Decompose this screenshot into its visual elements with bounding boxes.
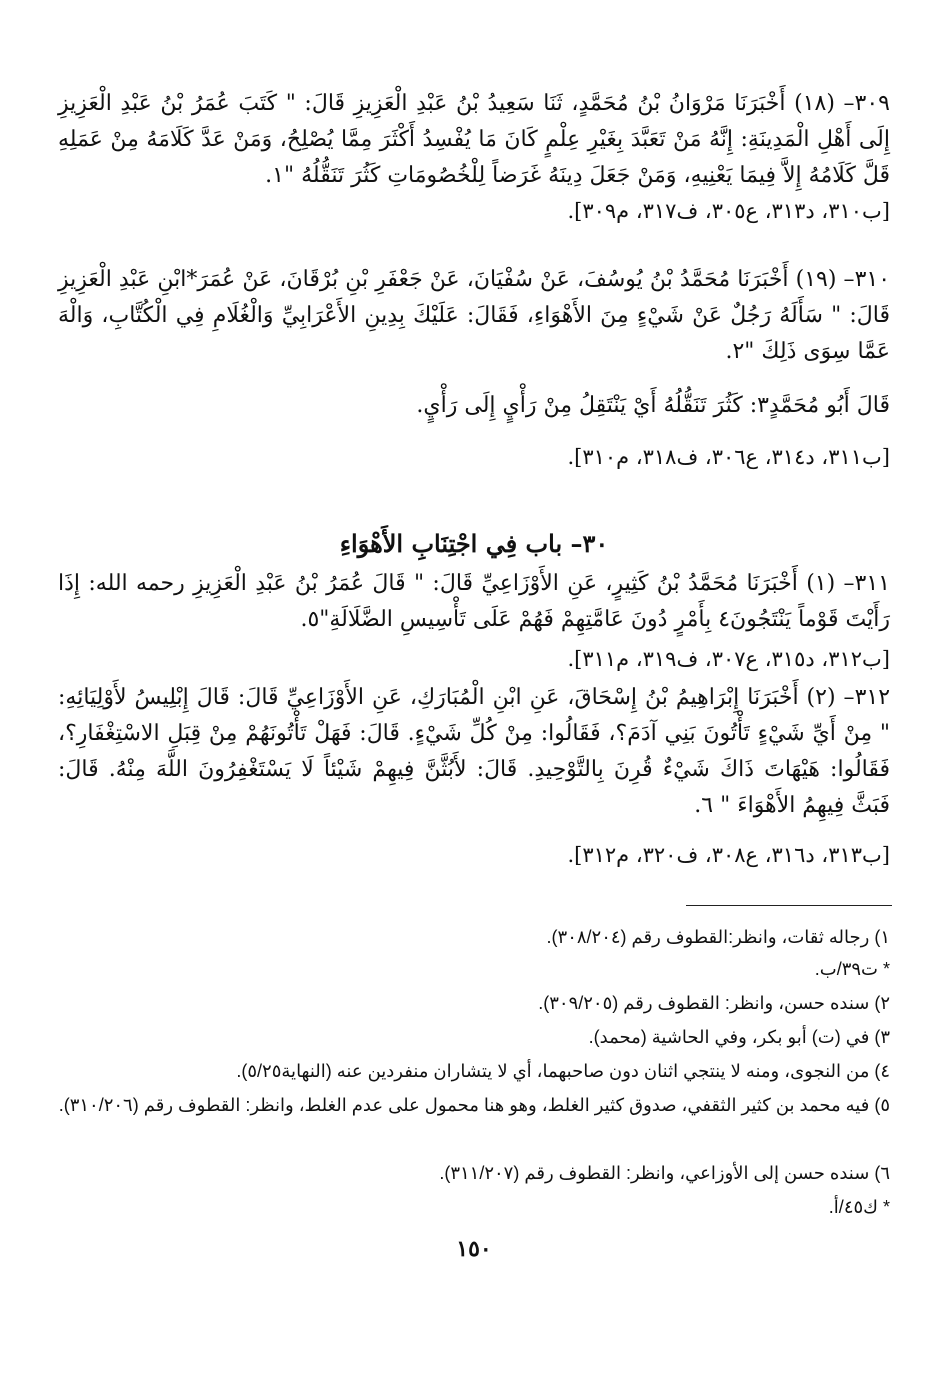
footnote-5: ٥) فيه محمد بن كثير الثقفي، صدوق كثير الغلط، وهو هنا محمول على عدم الغلط، وانظر: القطوف رقم (٣١٠/٢٠٦). bbox=[58, 1095, 890, 1115]
hadith-309-text: ٣٠٩– (١٨) أَخْبَرَنَا مَرْوَانُ بْنُ مُحَمَّدٍ، ثَنَا سَعِيدُ بْنُ عَبْدِ الْعَزِيزِ قَالَ: " كَتَبَ عُمَرُ بْنُ عَبْدِ الْعَزِيزِ إِلَى أَهْلِ الْمَدِينَةِ: إِنَّهُ مَنْ تَعَبَّدَ بِغَيْرِ عِلْمٍ كَانَ مَا يُفْسِدُ أَكْثَرَ مِمَّا يُصْلِحُ، وَمَنْ عَدَّ كَلَامَهُ مِنْ عَمَلِهِ قَلَّ كَلَامُهُ إِلاَّ فِيمَا يَعْنِيهِ، وَمَنْ جَعَلَ دِينَهُ غَرَضاً لِلْخُصُومَاتِ كَثُرَ تَنَقُّلُهُ "١. bbox=[58, 91, 890, 188]
footnote-2: ٢) سنده حسن، وانظر: القطوف رقم (٣٠٩/٢٠٥). bbox=[538, 993, 890, 1013]
hadith-312-references: [ب٣١٣، د٣١٦، ع٣٠٨، ف٣٢٠، م٣١٢]. bbox=[567, 843, 890, 867]
page-number: ١٥٠ bbox=[456, 1236, 492, 1261]
hadith-312-text: ٣١٢– (٢) أَخْبَرَنَا إِبْرَاهِيمُ بْنُ إِسْحَاقَ، عَنِ ابْنِ الْمُبَارَكِ، عَنِ الأَوْزَاعِيِّ قَالَ: قَالَ إِبْلِيسُ لأَوْلِيَائِهِ: " مِنْ أَيِّ شَيْءٍ تَأْتُونَ بَنِي آدَمَ؟، فَقَالُوا: مِنْ كُلِّ شَيْءٍ. قَالَ: فَهَلْ تَأْتُونَهُمْ مِنْ قِبَلِ الاسْتِغْفَارِ؟، فَقَالُوا: هَيْهَاتَ ذَاكَ شَيْءٌ قُرِنَ بِالتَّوْحِيدِ. قَالَ: لأَبُثَّنَّ فِيهِمْ شَيْئاً لَا يَسْتَغْفِرُونَ اللَّهَ مِنْهُ. قَالَ: فَبَثَّ فِيهِمُ الأَهْوَاءَ " ٦. bbox=[58, 685, 891, 818]
hadith-311-references: [ب٣١٢، د٣١٥، ع٣٠٧، ف٣١٩، م٣١١]. bbox=[567, 647, 890, 671]
hadith-311-text: ٣١١– (١) أَخْبَرَنَا مُحَمَّدُ بْنُ كَثِيرٍ، عَنِ الأَوْزَاعِيِّ قَالَ: " قَالَ عُمَرُ بْنُ عَبْدِ الْعَزِيزِ رحمه الله: إِذَا رَأَيْتَ قَوْماً يَنْتَجُونَ٤ بِأَمْرٍ دُونَ عَامَّتِهِمْ فَهُمْ عَلَى تَأْسِيسِ الضَّلَالَةِ"٥. bbox=[58, 571, 890, 632]
chapter-heading: ٣٠– باب فِي اجْتِنَابِ الأَهْوَاءِ bbox=[339, 529, 609, 558]
footnote-1: ١) رجاله ثقات، وانظر:القطوف رقم (٣٠٨/٢٠٤). bbox=[546, 927, 890, 947]
hadith-310-references: [ب٣١١، د٣١٤، ع٣٠٦، ف٣١٨، م٣١٠]. bbox=[567, 445, 890, 469]
hadith-309-references: [ب٣١٠، د٣١٣، ع٣٠٥، ف٣١٧، م٣٠٩]. bbox=[567, 199, 890, 223]
footnote-6: ٦) سنده حسن إلى الأوزاعي، وانظر: القطوف رقم (٣١١/٢٠٧). bbox=[439, 1163, 890, 1183]
footnote-separator bbox=[686, 905, 892, 906]
footnote-marker-k: * ك٤٥/أ. bbox=[828, 1197, 890, 1217]
hadith-310-text: ٣١٠– (١٩) أَخْبَرَنَا مُحَمَّدُ بْنُ يُوسُفَ، عَنْ سُفْيَانَ، عَنْ جَعْفَرِ بْنِ بُرْقَانَ، عَنْ عُمَرَ*ابْنِ عَبْدِ الْعَزِيزِ قَالَ: " سَأَلَهُ رَجُلٌ عَنْ شَيْءٍ مِنَ الأَهْوَاءِ، فَقَالَ: عَلَيْكَ بِدِينِ الأَعْرَابِيِّ وَالْغُلَامِ فِي الْكُتَّابِ، وَالْهَ عَمَّا سِوَى ذَلِكَ "٢. bbox=[58, 267, 891, 364]
hadith-310-note: قَالَ أَبُو مُحَمَّدٍ٣: كَثُرَ تَنَقُّلُهُ أَيْ يَنْتَقِلُ مِنْ رَأْيٍ إِلَى رَأْيٍ. bbox=[416, 393, 890, 418]
footnote-marker-t: * ت٣٩/ب. bbox=[814, 959, 890, 979]
footnote-3: ٣) في (ت) أبو بكر، وفي الحاشية (محمد). bbox=[588, 1027, 890, 1047]
footnote-4: ٤) من النجوى، ومنه لا ينتجي اثنان دون صاحبهما، أي لا يتشاران منفردين عنه (النهاية٥/٢٥). bbox=[236, 1061, 890, 1081]
